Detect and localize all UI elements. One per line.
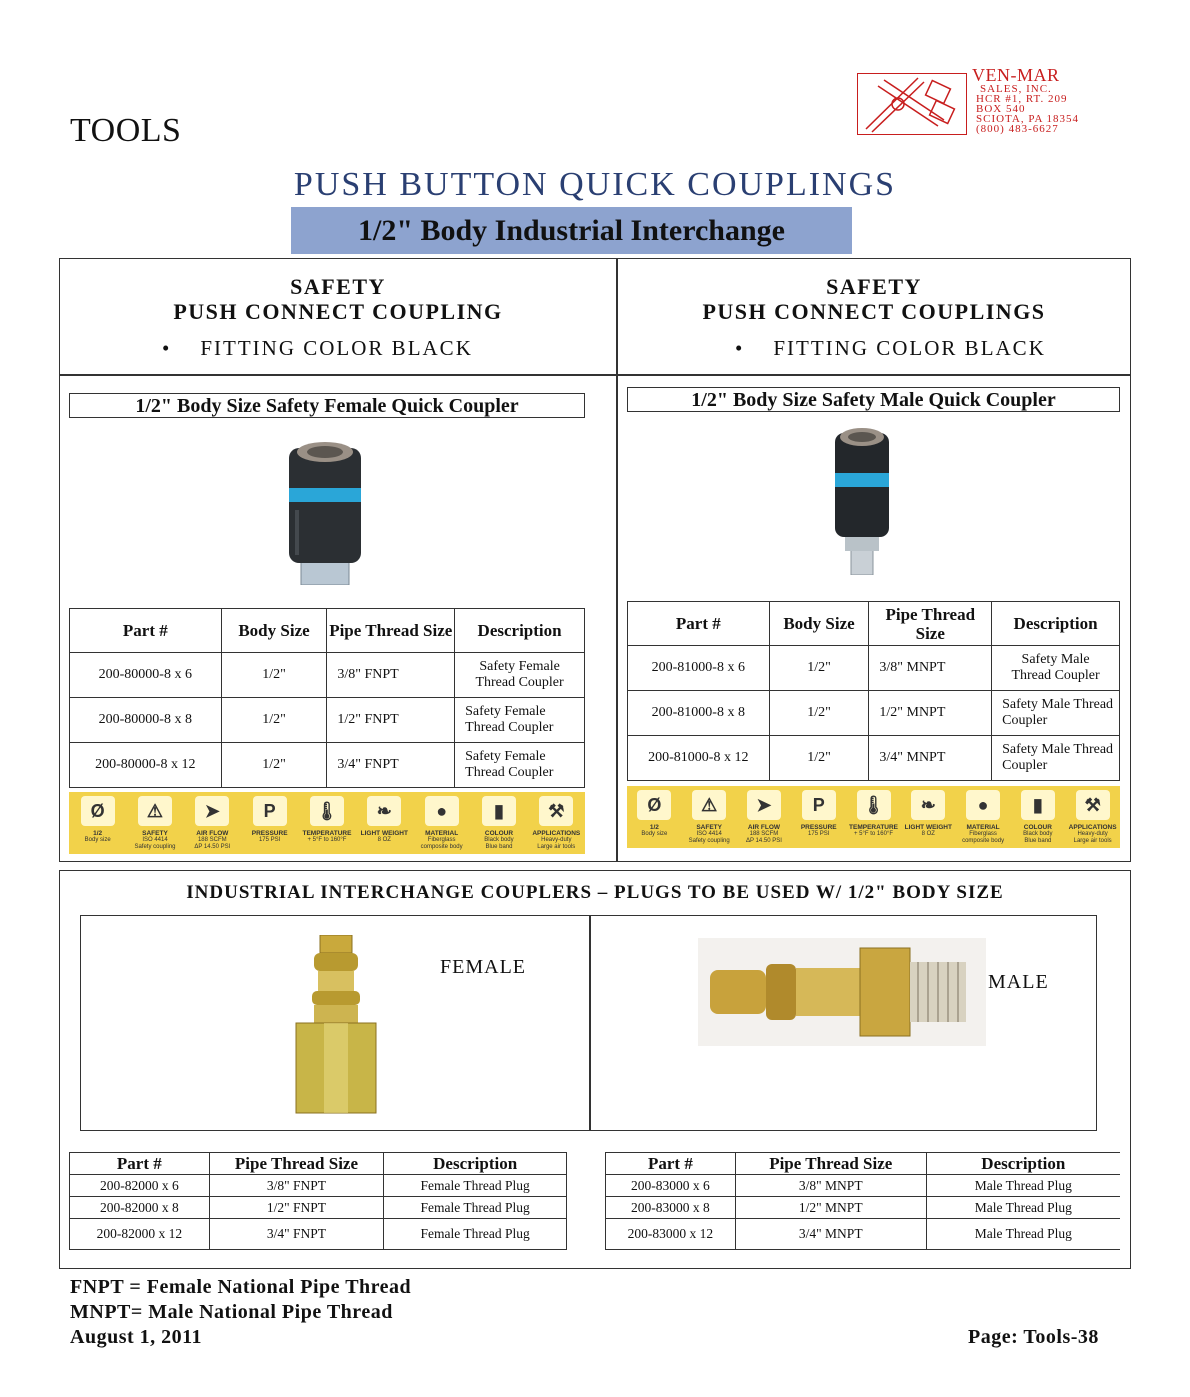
column-header: Description (926, 1153, 1120, 1175)
address-line: SCIOTA, PA 18354 (976, 113, 1080, 125)
column-header: Part # (70, 1153, 210, 1175)
male-plug-image (698, 938, 986, 1051)
spec-name: MATERIAL (425, 830, 459, 837)
diameter-icon: Ø (81, 796, 115, 826)
table-row: 200-81000-8 x 8 1/2" 1/2" MNPT Safety Male Thread Coupler (628, 691, 1120, 736)
spec-name: COLOUR (484, 830, 514, 837)
spec-item (1065, 786, 1120, 848)
airflow-icon: ➤ (195, 796, 229, 826)
table-row: 200-80000-8 x 12 1/2" 3/4" FNPT Safety Female Thread Coupler (70, 743, 585, 788)
company-logo (857, 73, 967, 135)
page-number: Page: Tools-38 (968, 1326, 1099, 1348)
colour-icon: ▮ (1021, 790, 1055, 820)
column-header: Description (455, 609, 585, 653)
right-heading: SAFETY PUSH CONNECT COUPLINGS (702, 274, 1046, 324)
column-header: Description (384, 1153, 567, 1175)
male-plug-table (605, 1152, 1120, 1250)
spec-item (356, 792, 413, 854)
spec-value: Black body (484, 837, 514, 843)
column-header: Part # (628, 602, 770, 646)
wrench-logo-icon (858, 74, 965, 133)
female-coupler-label: 1/2" Body Size Safety Female Quick Coupler (69, 393, 585, 418)
spec-item (413, 792, 470, 854)
spec-item (298, 792, 355, 854)
pressure-icon: P (802, 790, 836, 820)
spec-value: 188 SCFM (749, 831, 779, 837)
spec-name: LIGHT WEIGHT (904, 824, 952, 831)
spec-value: 8 OZ (921, 831, 935, 837)
footer-date: August 1, 2011 (70, 1326, 203, 1348)
female-plug-image (294, 935, 378, 1120)
company-address (972, 66, 1079, 134)
safety-icon: ⚠ (138, 796, 172, 826)
feather-icon: ❧ (911, 790, 945, 820)
column-divider (616, 258, 618, 862)
page-subtitle: 1/2" Body Industrial Interchange (291, 207, 852, 254)
spec-value: ΔP 14.50 PSI (745, 838, 782, 844)
applications-icon: ⚒ (539, 796, 573, 826)
male-safety-coupler-image (833, 425, 891, 580)
address-line: (800) 483-6627 (976, 123, 1059, 135)
female-safety-coupler-image (285, 440, 365, 590)
left-heading: SAFETY PUSH CONNECT COUPLING (173, 274, 503, 324)
feather-icon: ❧ (367, 796, 401, 826)
heading-divider (59, 374, 1131, 376)
female-coupler-table (69, 608, 585, 788)
column-header: Pipe Thread Size (869, 602, 992, 646)
spec-value: 188 SCFM (197, 837, 227, 843)
page-title: PUSH BUTTON QUICK COUPLINGS (293, 166, 897, 203)
spec-value: Fiberglass (427, 837, 456, 843)
spec-item (846, 786, 901, 848)
spec-value: 175 PSI (808, 831, 830, 837)
spec-value: + 5°F to 160°F (307, 837, 347, 843)
column-header: Part # (70, 609, 222, 653)
temperature-icon: 🌡 (310, 796, 344, 826)
column-header: Pipe Thread Size (735, 1153, 926, 1175)
spec-name: APPLICATIONS (1068, 824, 1117, 831)
spec-name: TEMPERATURE (302, 830, 352, 837)
address-line: SALES, INC. (980, 83, 1052, 95)
spec-value: Large air tools (537, 844, 576, 850)
mnpt-note: MNPT= Male National Pipe Thread (70, 1301, 393, 1323)
right-bullet: • FITTING COLOR BLACK (735, 336, 1046, 360)
spec-name: AIR FLOW (747, 824, 781, 831)
temperature-icon: 🌡 (857, 790, 891, 820)
table-row: 200-81000-8 x 6 1/2" 3/8" MNPT Safety Male Thread Coupler (628, 646, 1120, 691)
spec-name: LIGHT WEIGHT (360, 830, 408, 837)
spec-name: TEMPERATURE (849, 824, 899, 831)
spec-value: composite body (420, 844, 463, 850)
spec-item (682, 786, 737, 848)
table-row: 200-82000 x 8 1/2" FNPT Female Thread Plug (70, 1197, 567, 1219)
airflow-icon: ➤ (747, 790, 781, 820)
left-bullet: • FITTING COLOR BLACK (162, 336, 473, 360)
table-row: 200-81000-8 x 12 1/2" 3/4" MNPT Safety Male Thread Coupler (628, 736, 1120, 781)
spec-value: ΔP 14.50 PSI (194, 844, 231, 850)
spec-value: Blue band (1024, 838, 1052, 844)
table-row: 200-83000 x 6 3/8" MNPT Male Thread Plug (606, 1175, 1121, 1197)
address-line: HCR #1, RT. 209 (976, 93, 1068, 105)
spec-name: PRESSURE (800, 824, 837, 831)
applications-icon: ⚒ (1076, 790, 1110, 820)
fnpt-note: FNPT = Female National Pipe Thread (70, 1276, 412, 1298)
column-header: Body Size (221, 609, 327, 653)
column-header: Pipe Thread Size (209, 1153, 384, 1175)
spec-value: Heavy-duty (541, 837, 572, 843)
spec-item (737, 786, 792, 848)
spec-name: PRESSURE (251, 830, 288, 837)
diameter-icon: Ø (637, 790, 671, 820)
spec-name: 1/2 (649, 824, 659, 831)
spec-name: SAFETY (142, 830, 168, 837)
spec-item (241, 792, 298, 854)
spec-value: Fiberglass (969, 831, 997, 837)
male-coupler-label: 1/2" Body Size Safety Male Quick Coupler (627, 387, 1120, 412)
spec-item (528, 792, 585, 854)
section-title: TOOLS (70, 112, 182, 149)
pressure-icon: P (253, 796, 287, 826)
spec-value: ISO 4414 (142, 837, 168, 843)
spec-item (470, 792, 527, 854)
spec-item (1010, 786, 1065, 848)
spec-value: 8 OZ (377, 837, 391, 843)
spec-value: composite body (962, 838, 1005, 844)
spec-value: Body size (84, 837, 111, 843)
male-coupler-table (627, 601, 1120, 781)
spec-item (184, 792, 241, 854)
spec-name: AIR FLOW (196, 830, 229, 837)
column-header: Part # (606, 1153, 736, 1175)
address-line: BOX 540 (976, 103, 1026, 115)
spec-value: Blue band (485, 844, 513, 850)
table-row: 200-83000 x 8 1/2" MNPT Male Thread Plug (606, 1197, 1121, 1219)
column-header: Body Size (769, 602, 869, 646)
plug-divider (589, 916, 591, 1130)
safety-icon: ⚠ (692, 790, 726, 820)
spec-name: MATERIAL (966, 824, 1000, 831)
female-plug-label: FEMALE (440, 956, 526, 978)
spec-item (69, 792, 126, 854)
spec-item (901, 786, 956, 848)
spec-name: 1/2 (93, 830, 103, 837)
spec-item (791, 786, 846, 848)
plugs-title: INDUSTRIAL INTERCHANGE COUPLERS – PLUGS TO BE USED W/ 1/2" BODY SIZE (186, 882, 1004, 903)
spec-icon-strip-left (69, 792, 585, 854)
female-plug-table (69, 1152, 567, 1250)
spec-value: Heavy-duty (1077, 831, 1108, 837)
company-name: VEN-MAR (972, 65, 1060, 85)
column-header: Description (992, 602, 1120, 646)
spec-name: SAFETY (696, 824, 722, 831)
spec-name: APPLICATIONS (532, 830, 581, 837)
spec-value: Safety coupling (688, 838, 730, 844)
spec-item (126, 792, 183, 854)
spec-item (627, 786, 682, 848)
table-row: 200-83000 x 12 3/4" MNPT Male Thread Plug (606, 1219, 1121, 1250)
spec-value: Body size (641, 831, 668, 837)
column-header: Pipe Thread Size (327, 609, 455, 653)
table-row: 200-82000 x 12 3/4" FNPT Female Thread Plug (70, 1219, 567, 1250)
material-icon: ● (966, 790, 1000, 820)
spec-value: Black body (1023, 831, 1053, 837)
spec-value: Large air tools (1073, 838, 1112, 844)
material-icon: ● (425, 796, 459, 826)
table-row: 200-82000 x 6 3/8" FNPT Female Thread Plug (70, 1175, 567, 1197)
spec-item (956, 786, 1011, 848)
spec-value: 175 PSI (258, 837, 281, 843)
spec-value: ISO 4414 (696, 831, 722, 837)
table-row: 200-80000-8 x 6 1/2" 3/8" FNPT Safety Female Thread Coupler (70, 653, 585, 698)
table-row: 200-80000-8 x 8 1/2" 1/2" FNPT Safety Female Thread Coupler (70, 698, 585, 743)
spec-name: COLOUR (1023, 824, 1052, 831)
spec-icon-strip-right (627, 786, 1120, 848)
spec-value: Safety coupling (134, 844, 176, 850)
male-plug-label: MALE (988, 971, 1049, 993)
spec-value: + 5°F to 160°F (854, 831, 894, 837)
colour-icon: ▮ (482, 796, 516, 826)
